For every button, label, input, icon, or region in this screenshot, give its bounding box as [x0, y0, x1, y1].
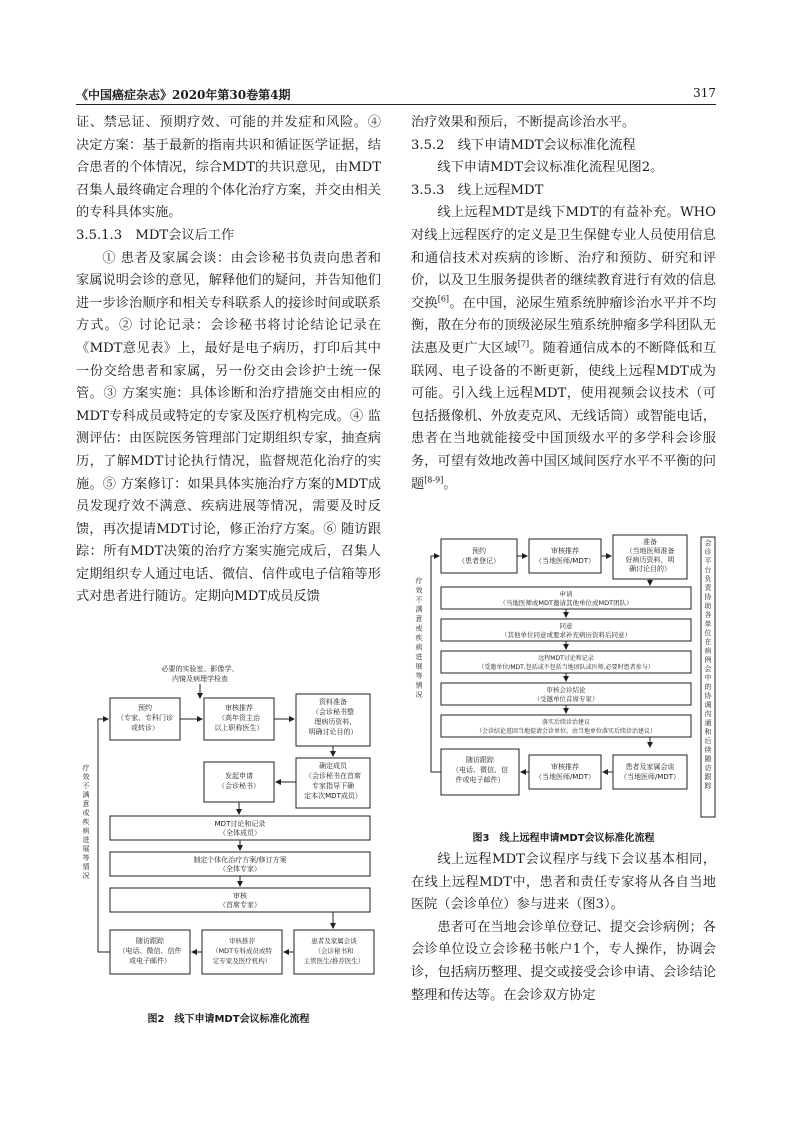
fig3-box-review3: [529, 755, 601, 789]
fig3-box-implement-text: 落实后续诊治建议（会诊结论返回当地提请会诊单位，由当地单位落实后续诊治建议）: [475, 719, 657, 735]
fig3-box-followup-text: 随访跟踪（电话、微信、信件或电子邮件）: [452, 756, 508, 784]
fig2-box-review1-text: 审核推荐（高年资主治以上职称医生）: [214, 704, 264, 732]
page-number: 317: [693, 86, 716, 100]
figure-3-flowchart: [411, 533, 721, 823]
fig2-box-prep-text: 资料准备（会诊秘书整理病历资料,明确讨论目的）: [308, 698, 358, 736]
fig2-box-plan-text: 制定个体化治疗方案/修订方案（全体专家）: [193, 856, 287, 873]
paragraph: 患者可在当地会诊单位登记、提交会诊病例；各会诊单位设立会诊秘书帐户1个，专人操作，协调会诊，包括病历整理、提交或接受会诊申请、会诊结论整理和传达等。在会诊双方协定: [411, 919, 716, 1003]
fig2-box-discuss-text: MDT讨论和记录（全体成员）: [214, 820, 266, 837]
figure-2-flowchart: [82, 660, 390, 990]
section-heading: 3.5.1.3 MDT会议后工作: [76, 227, 235, 243]
paragraph: ① 患者及家属会谈：由会诊秘书负责向患者和家属说明会诊的意见，解释他们的疑问，并告知他们进一步诊治顺序和相关专科联系人的接诊时间或联系方式。② 讨论记录：会诊秘书将讨论结论记录在《MDT意见表》上，最好是电子病历，打印后其中一份交给患者和家属，另一份交由会诊护士统一保管。③ 方案实施：具体诊断和治疗措施交由相应的MDT专科成员或特定的专家及医疗机构完成。④ 监测评估：由医院医务管理部门定期组织专家，抽查病历，了解MDT讨论执行情况，监督规范化治疗的实施。⑤ 方案修订：如果具体实施治疗方案的MDT成员发现疗效不满意、疾病进展等情况，需要及时反馈，再次提请MDT讨论，修正治疗方案。⑥ 随访跟踪：所有MDT决策的治疗方案实施完成后，召集人定期组织专人通过电话、微信、信件或电子信箱等形式对患者进行随访。定期向MDT成员反馈: [76, 250, 381, 605]
fig3-box-prep-text: 准备（当地医师准备好病历资料，明确讨论目的）: [625, 538, 675, 573]
fig3-box-review1-text: 审核推荐（当地医师/MDT）: [534, 547, 596, 565]
fig2-box-followup-text: 随访跟踪（电话、微信、信件或电子邮件）: [118, 937, 182, 965]
paragraph: 治疗效果和预后，不断提高诊治水平。: [411, 115, 636, 130]
right-column-top: [411, 112, 716, 496]
fig2-box-confirm-text: 确定成员（会诊秘书在首席专家指导下确定本次MDT成员）: [304, 762, 362, 800]
section-heading: 3.5.2 线下申请MDT会议标准化流程: [411, 137, 636, 153]
fig3-right-label: 会诊平台负责协助各单位在病例会中的协调沟通和后续随访跟踪: [704, 539, 712, 790]
fig3-box-talk-text: 患者及家属会谈（当地医师/MDT）: [619, 763, 681, 781]
fig2-box-talk-text: 患者及家属会谈（会诊秘书和主管医生/推荐医生）: [303, 937, 365, 965]
paragraph: 线下申请MDT会议标准化流程见图2。: [437, 160, 664, 176]
fig3-left-label: 疗效不满意或疾病进展等情况: [415, 577, 423, 699]
fig3-box-discuss-text: 远程MDT讨论和记录（受邀单位/MDT,包括或不包括当地团队或医师,必要时患者参与）: [478, 655, 654, 671]
figure-2-caption: 图2 线下申请MDT会议标准化流程: [147, 1014, 310, 1025]
fig2-box-review3-text: 审核推荐（MDT专科成员或特定专家及医疗机构）: [211, 937, 273, 965]
fig2-side-label: 疗效不满意或疾病进展等情况: [82, 764, 90, 880]
running-header: [76, 86, 716, 106]
citation: [7]: [517, 339, 530, 349]
right-column-bottom: [411, 849, 716, 1007]
citation: [8-9]: [424, 475, 444, 485]
fig3-box-reserve: [441, 539, 517, 573]
fig2-box-apply-text: 发起申请（会诊秘书）: [218, 772, 260, 790]
citation: [6]: [437, 294, 450, 304]
paragraph: 线上远程MDT会议程序与线下会议基本相同，在线上远程MDT中，患者和责任专家将从各自当地医院（会诊单位）参与进来（图3）。: [411, 852, 716, 913]
paragraph: 证、禁忌证、预期疗效、可能的并发症和风险。④ 决定方案：基于最新的指南共识和循证医学证据，结合患者的个体情况，综合MDT的共识意见，由MDT召集人最终确定合理的个体化治疗方案，并交由相关的专科具体实施。: [76, 115, 381, 221]
section-heading: 3.5.3 线上远程MDT: [411, 182, 544, 198]
left-column: [76, 112, 381, 609]
fig3-box-review1: [529, 539, 601, 573]
fig3-box-talk: [613, 755, 687, 789]
fig3-box-agree-text: 同意（其他单位同意或要求补充病历资料后同意）: [501, 622, 631, 639]
fig2-top-note: 必要的实验室、影像学、内镜及病理学检查: [161, 665, 239, 683]
fig3-box-review2-text: 审核会诊结论（受邀单位首席专家）: [533, 686, 599, 703]
text-run: 线上远程MDT是线下MDT的有益补充。WHO对线上远程医疗的定义是卫生保健专业人员使用信息和通信技术对疾病的诊断、治疗和预防、研究和评价，以及卫生服务提供者的继续教育进行有效的信息交换: [411, 205, 716, 311]
figure-3-caption: 图3 线上远程申请MDT会议标准化流程: [472, 833, 655, 844]
header-rule: [76, 104, 716, 105]
fig2-box-reserve-text: 预约（专家、专科门诊或转诊）: [117, 704, 173, 732]
fig2-box-review2-text: 审核（首席专家）: [219, 892, 261, 909]
text-run: 。在中国，泌尿生殖系统肿瘤诊治水平并不均衡，散在分布的顶级泌尿生殖系统肿瘤多学科团队无法惠及更广大区域: [411, 295, 717, 356]
paragraph: [411, 202, 716, 496]
journal-title: 《中国癌症杂志》2020年第30卷第4期: [76, 88, 291, 102]
text-run: 。: [443, 476, 457, 492]
fig3-box-reserve-text: 预约（患者登记）: [458, 547, 500, 565]
text-run: 。随着通信成本的不断降低和互联网、电子设备的不断更新，使线上远程MDT成为可能。引入线上远程MDT，使用视频会议技术（可包括摄像机、外放麦克风、无线话筒）或智能电话，患者在当地就能接受中国顶级水平的多学科会诊服务，可望有效地改善中国区域间医疗水平不平衡的问题: [411, 340, 717, 492]
fig3-box-apply-text: 申请（当地医师或MDT邀请其他单位或MDT团队）: [499, 590, 633, 607]
fig3-box-review3-text: 审核推荐（当地医师/MDT）: [534, 763, 596, 781]
